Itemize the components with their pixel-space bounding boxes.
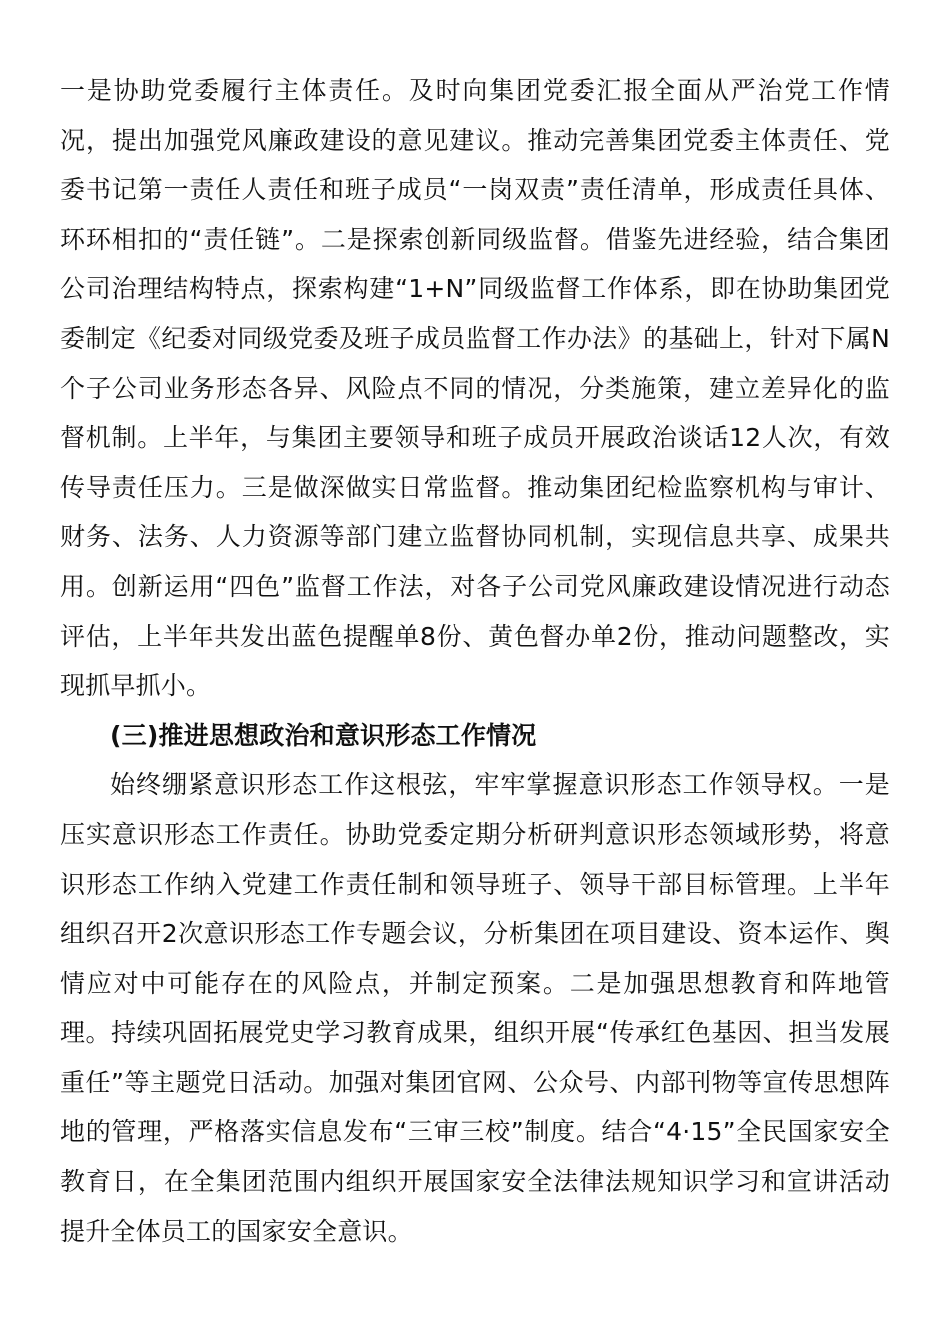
body-paragraph-2: 始终绷紧意识形态工作这根弦，牢牢掌握意识形态工作领导权。一是压实意识形态工作责任。协助党委定期分析研判意识形态领域形势，将意识形态工作纳入党建工作责任制和领导班子、领导干部目标管理。上半年组织召开2次意识形态工作专题会议，分析集团在项目建设、资本运作、舆情应对中可能存在的风险点，并制定预案。二是加强思想教育和阵地管理。持续巩固拓展党史学习教育成果，组织开展“传承红色基因、担当发展重任”等主题党日活动。加强对集团官网、公众号、内部刊物等宣传思想阵地的管理，严格落实信息发布“三审三校”制度。结合“4·15”全民国家安全教育日，在全集团范围内组织开展国家安全法律法规知识学习和宣讲活动提升全体员工的国家安全意识。 <box>60 770 890 1246</box>
document-body <box>60 66 890 1256</box>
body-paragraph-1: 一是协助党委履行主体责任。及时向集团党委汇报全面从严治党工作情况，提出加强党风廉政建设的意见建议。推动完善集团党委主体责任、党委书记第一责任人责任和班子成员“一岗双责”责任清单，形成责任具体、环环相扣的“责任链”。二是探索创新同级监督。借鉴先进经验，结合集团公司治理结构特点，探索构建“1+N”同级监督工作体系，即在协助集团党委制定《纪委对同级党委及班子成员监督工作办法》的基础上，针对下属N个子公司业务形态各异、风险点不同的情况，分类施策，建立差异化的监督机制。上半年，与集团主要领导和班子成员开展政治谈话12人次，有效传导责任压力。三是做深做实日常监督。推动集团纪检监察机构与审计、财务、法务、人力资源等部门建立监督协同机制，实现信息共享、成果共用。创新运用“四色”监督工作法，对各子公司党风廉政建设情况进行动态评估，上半年共发出蓝色提醒单8份、黄色督办单2份，推动问题整改，实现抓早抓小。 <box>60 76 890 701</box>
section-heading: (三)推进思想政治和意识形态工作情况 <box>110 720 537 750</box>
